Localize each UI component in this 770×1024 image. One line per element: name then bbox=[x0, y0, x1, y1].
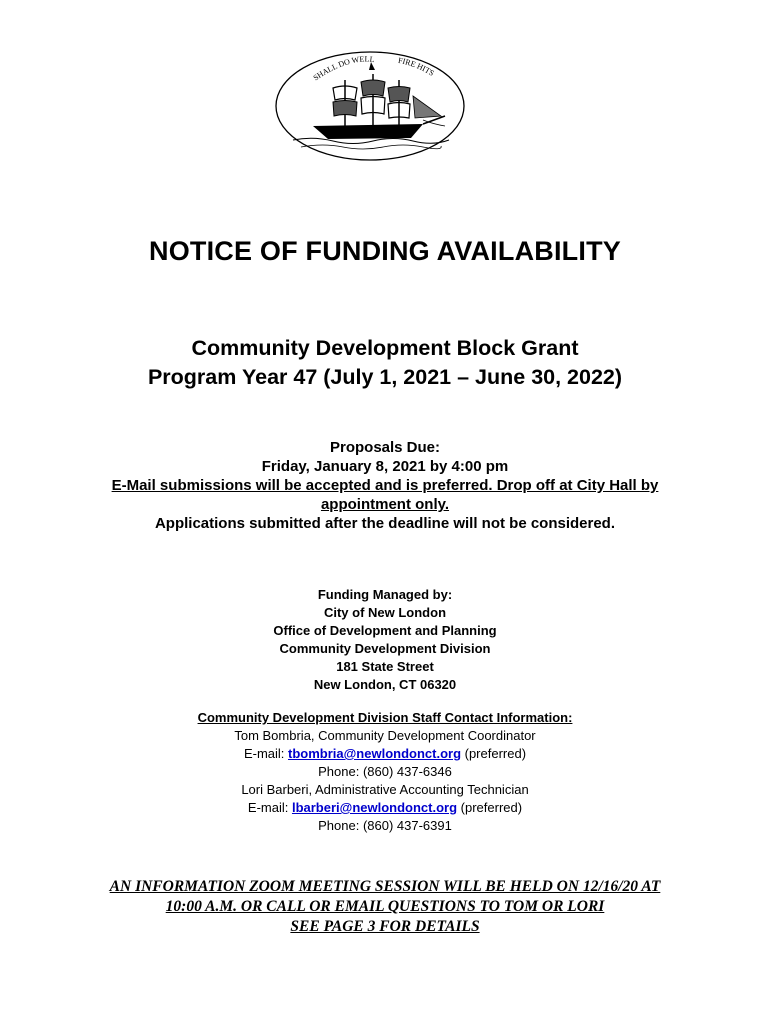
email-label: E-mail: bbox=[243, 746, 289, 761]
zoom-notice-line2: 10:00 A.M. OR CALL OR EMAIL QUESTIONS TO TOM OR LORI bbox=[165, 898, 605, 915]
email-label: E-mail: bbox=[247, 800, 292, 815]
contact-heading: Community Development Division Staff Contact Information: bbox=[197, 710, 573, 725]
submission-note-line2: appointment only. bbox=[320, 496, 450, 513]
page-title: NOTICE OF FUNDING AVAILABILITY bbox=[149, 236, 621, 266]
zoom-notice-line1: AN INFORMATION ZOOM MEETING SESSION WILL BE HELD ON 12/16/20 AT bbox=[109, 878, 661, 895]
contact-person1-name: Tom Bombria, Community Development Coordinator bbox=[234, 728, 536, 743]
managed-city: City of New London bbox=[323, 605, 447, 620]
seal-arc-text-right: FIRE HITS bbox=[397, 55, 436, 78]
grant-name: Community Development Block Grant bbox=[191, 336, 579, 360]
managed-city-state-zip: New London, CT 06320 bbox=[313, 677, 457, 692]
contact-section bbox=[0, 709, 770, 835]
managed-office: Office of Development and Planning bbox=[273, 623, 497, 638]
zoom-notice-line3: SEE PAGE 3 FOR DETAILS bbox=[290, 918, 480, 935]
email-link-tbombria[interactable]: tbombria@newlondonct.org bbox=[288, 746, 462, 761]
managed-street: 181 State Street bbox=[336, 659, 434, 674]
email-link-lbarberi[interactable]: lbarberi@newlondonct.org bbox=[291, 800, 458, 815]
funding-managed-section bbox=[0, 586, 770, 694]
late-submission-note: Applications submitted after the deadline will not be considered. bbox=[154, 515, 616, 532]
preferred-note: (preferred) bbox=[457, 800, 523, 815]
submission-note-line1: E-Mail submissions will be accepted and is preferred. Drop off at City Hall by bbox=[111, 477, 659, 494]
managed-division: Community Development Division bbox=[279, 641, 491, 656]
contact-person2-email-line bbox=[0, 799, 770, 817]
ship-seal-icon bbox=[273, 50, 467, 162]
city-seal-logo bbox=[273, 50, 467, 162]
seal-arc-text-left: SHALL DO WELL bbox=[311, 54, 376, 83]
contact-person1-email-line bbox=[0, 745, 770, 763]
contact-person2-name: Lori Barberi, Administrative Accounting Technician bbox=[241, 782, 529, 797]
managed-by-label: Funding Managed by: bbox=[317, 587, 453, 602]
contact-person1-phone: Phone: (860) 437-6346 bbox=[318, 764, 452, 779]
program-year: Program Year 47 (July 1, 2021 – June 30, 2022) bbox=[147, 365, 623, 389]
preferred-note: (preferred) bbox=[461, 746, 527, 761]
proposals-due-label: Proposals Due: bbox=[329, 439, 441, 456]
proposals-deadline: Friday, January 8, 2021 by 4:00 pm bbox=[261, 458, 509, 475]
zoom-meeting-notice bbox=[0, 877, 770, 937]
contact-person2-phone: Phone: (860) 437-6391 bbox=[318, 818, 452, 833]
proposals-due-section bbox=[0, 438, 770, 533]
